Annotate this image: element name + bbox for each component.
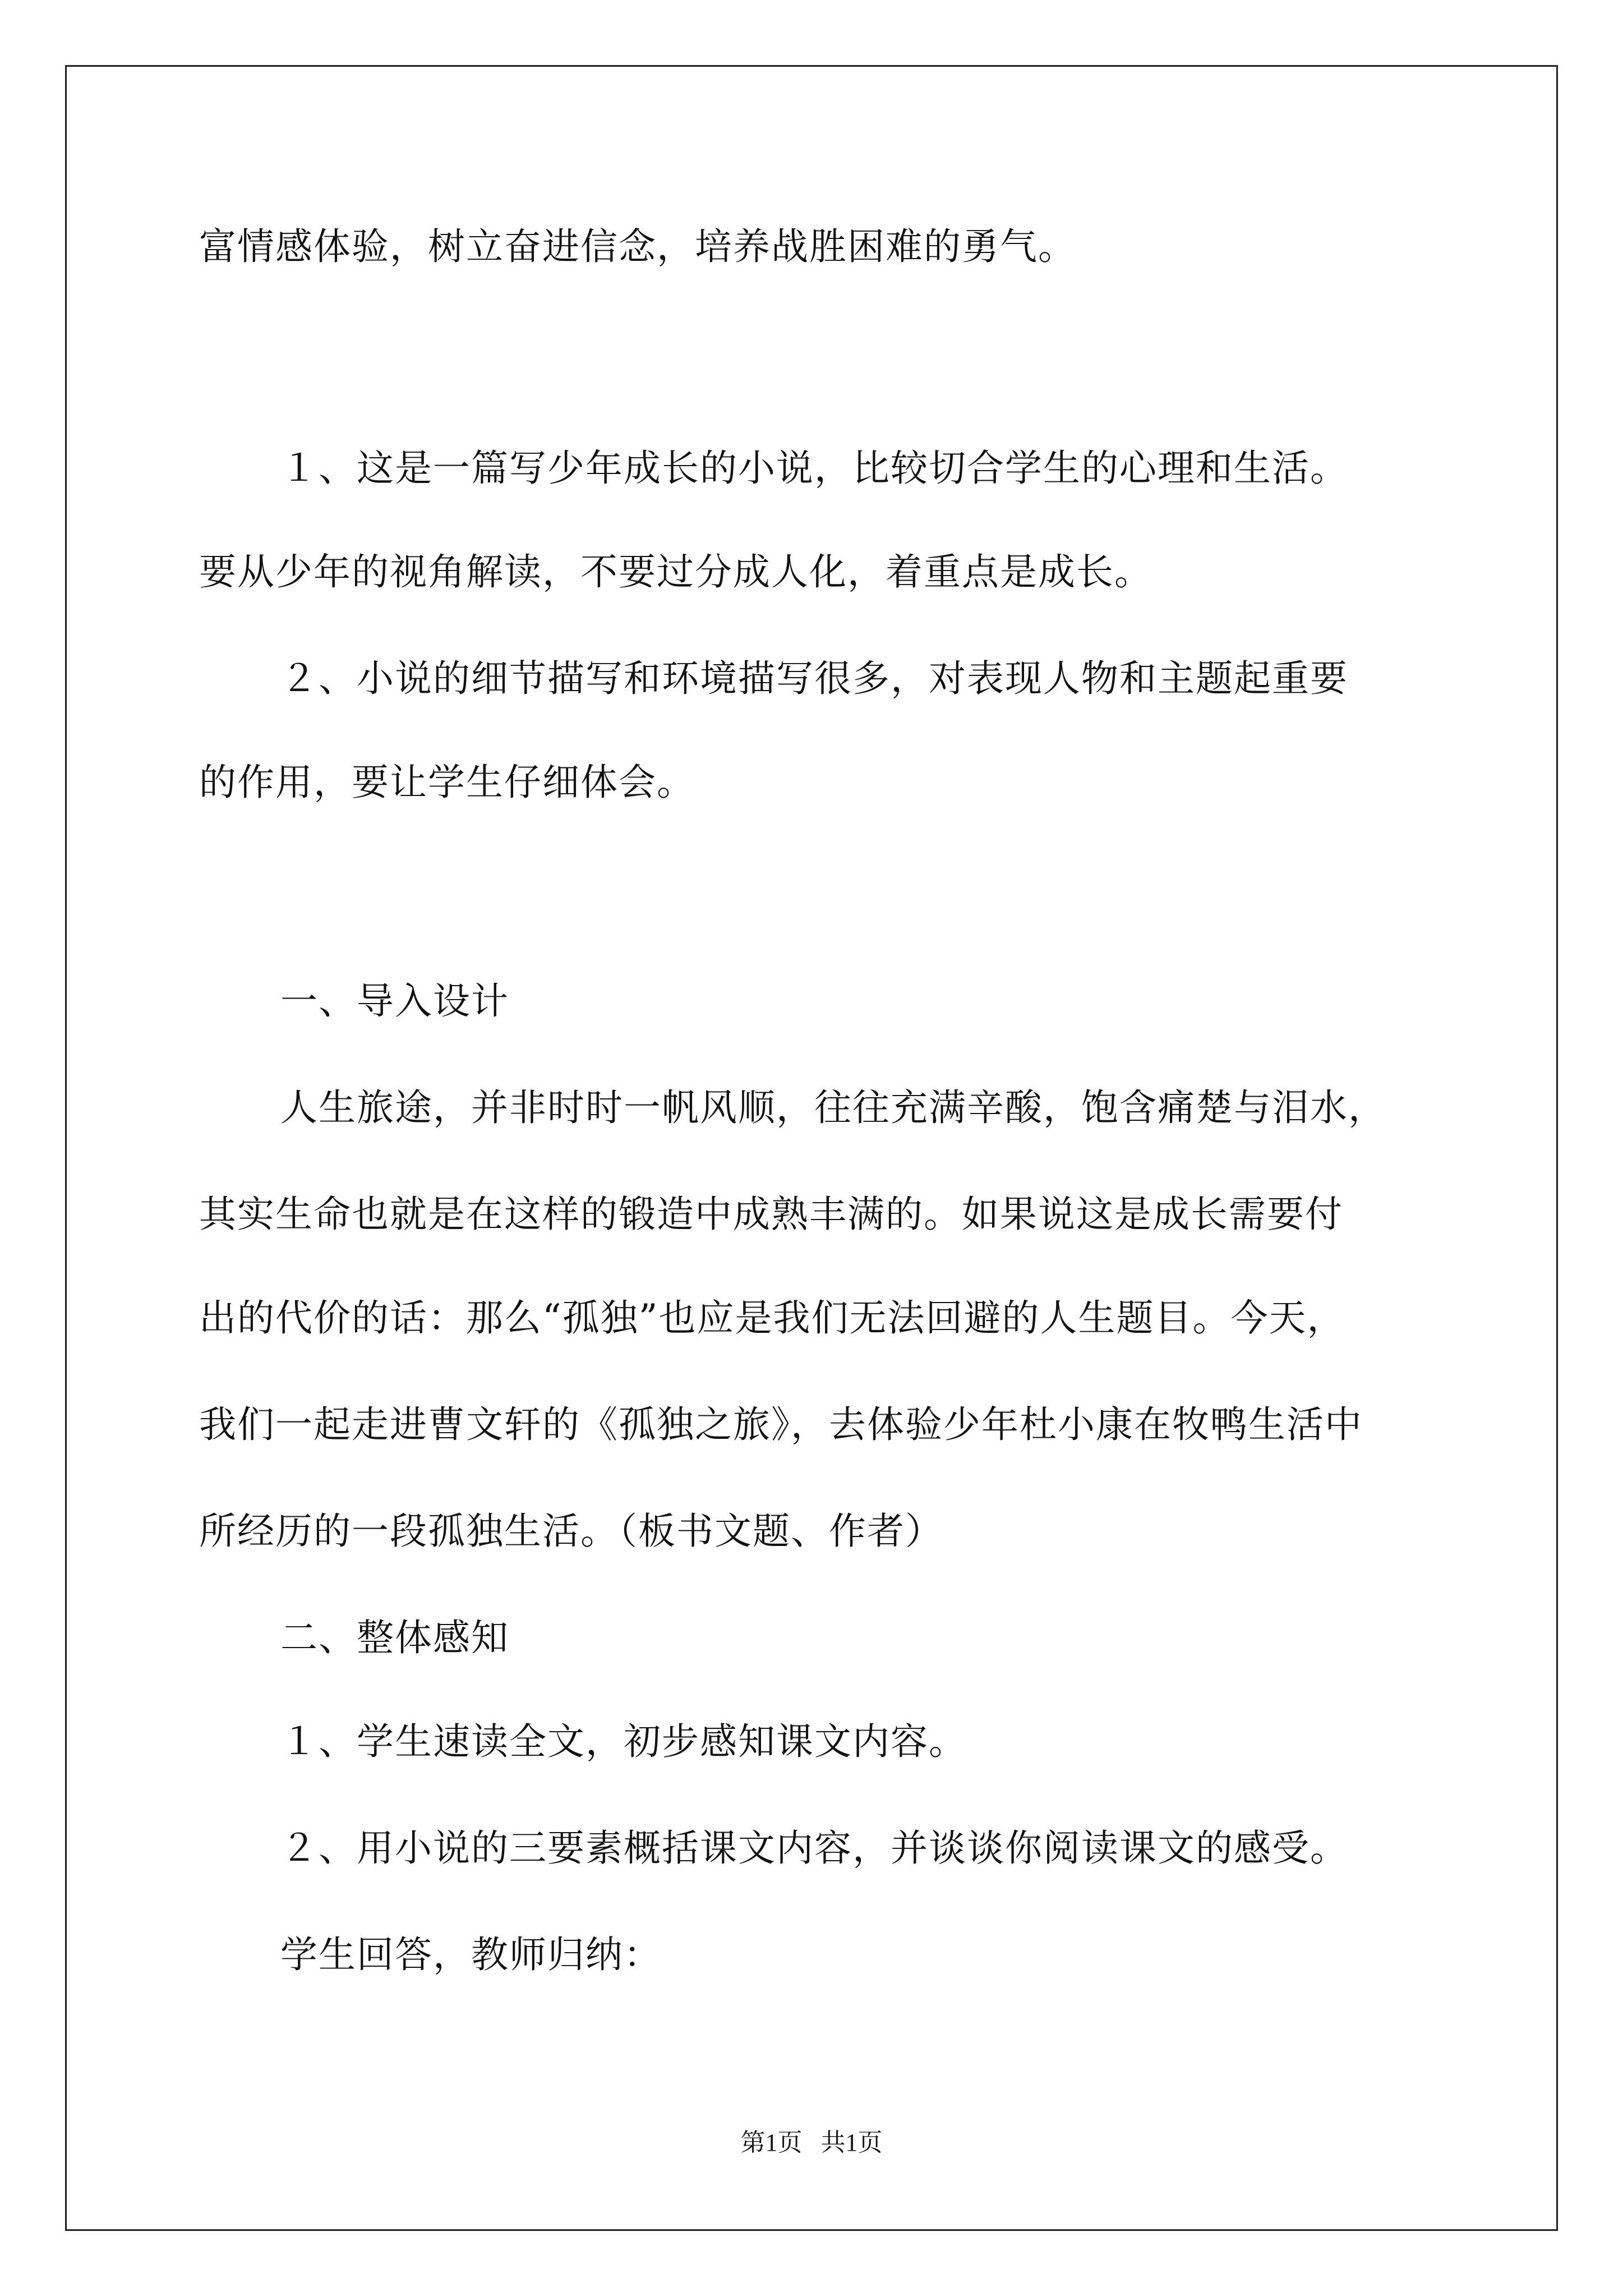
text-line-4: ２、小说的细节描写和环境描写很多，对表现人物和主题起重要 [280, 657, 1348, 700]
text-line-15: 学生回答，教师归纳： [280, 1933, 662, 1976]
text-line-10: 我们一起走进曹文轩的《孤独之旅》，去体验少年杜小康在牧鸭生活中 [199, 1403, 1363, 1446]
section-heading-overview: 二、整体感知 [280, 1616, 509, 1659]
text-line-7: 人生旅途，并非时时一帆风顺，往往充满辛酸，饱含痛楚与泪水， [280, 1086, 1386, 1129]
text-line-5: 的作用，要让学生仔细体会。 [199, 761, 695, 804]
section-heading-intro: 一、导入设计 [280, 979, 509, 1023]
text-line-9: 出的代价的话：那么“孤独”也应是我们无法回避的人生题目。今天， [199, 1296, 1345, 1340]
page-number-footer: 第1页 共1页 [740, 2129, 883, 2156]
text-line-3: 要从少年的视角解读，不要过分成人化，着重点是成长。 [199, 550, 1152, 593]
text-line-1: 富情感体验，树立奋进信念，培养战胜困难的勇气。 [199, 225, 1076, 268]
text-line-11: 所经历的一段孤独生活。（板书文题、作者） [199, 1510, 943, 1553]
text-line-2: １、这是一篇写少年成长的小说，比较切合学生的心理和生活。 [280, 447, 1348, 490]
text-line-13: １、学生速读全文，初步感知课文内容。 [280, 1720, 967, 1763]
text-line-14: ２、用小说的三要素概括课文内容，并谈谈你阅读课文的感受。 [280, 1826, 1348, 1870]
page-border [65, 65, 1558, 2231]
text-line-8: 其实生命也就是在这样的锻造中成熟丰满的。如果说这是成长需要付 [199, 1193, 1343, 1236]
